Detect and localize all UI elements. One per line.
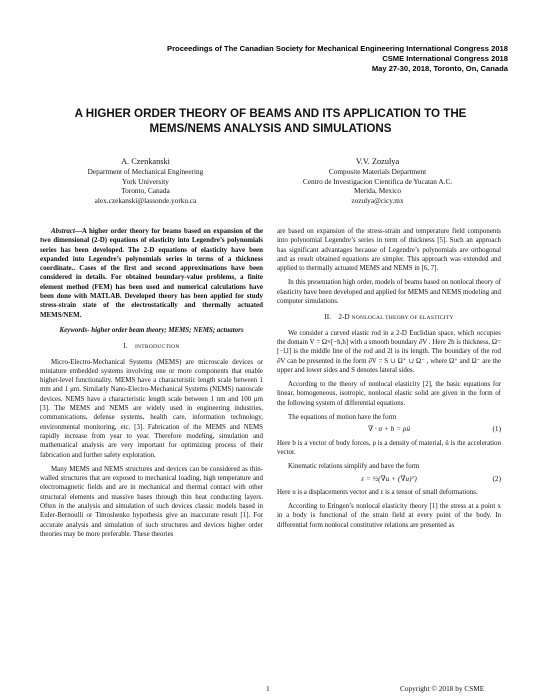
section-title-prefix: 2-D [338, 312, 350, 322]
paragraph: Many MEMS and NEMS structures and devices can be considered as thin-walled structures that are exposed to mechanical loading, high temperature and electromagnetic fields and are in mechanical and thermal contact with other structural elements and massive bases through thin heat conducting layers. Often in the analysis and simulation of such devices classic models based in Euler-Bernoulli or Timoshenko hypothesis give an inaccurate result [1]. For accurate analysis and simulation of such structures and devices higher order theories may be more preferable. These theories [40, 464, 263, 538]
author-department: Department of Mechanical Engineering [87, 167, 204, 176]
equation-body: ε = ½(∇u + (∇u)ᵀ) [361, 473, 417, 483]
author-email: alex.czekanski@lassonde.yorku.ca [94, 196, 197, 206]
left-column [40, 227, 263, 544]
author-department: Composite Materials Department [328, 167, 427, 176]
abstract-label: Abstract [51, 227, 75, 235]
equation-2 [277, 474, 501, 483]
proceedings-header [167, 44, 508, 75]
equation-1 [277, 424, 501, 433]
section-heading-introduction [40, 341, 263, 352]
section-number: II. [324, 312, 332, 322]
paper-title [40, 106, 501, 136]
title-line-1: A HIGHER ORDER THEORY OF BEAMS AND ITS APPLICATION TO THE [74, 107, 467, 120]
header-line-1: Proceedings of The Canadian Society for Mechanical Engineering International Congress 2018 [167, 44, 508, 53]
paragraph: The equations of motion have the form [288, 413, 397, 422]
keywords: Keywords- higher order beam theory; MEMS; NEMS; actuators [59, 325, 244, 334]
abstract [40, 227, 263, 320]
page-number: 1 [266, 684, 270, 693]
author-city: Merida, Mexico [353, 186, 401, 196]
title-line-2: MEMS/NEMS ANALYSIS AND SIMULATIONS [149, 122, 392, 135]
author-email: zozulya@cicy.mx [351, 196, 404, 206]
paragraph: Micro-Electro-Mechanical Systems (MEMS) are microscale devices or miniature embedded systems involving one or more components that enable higher-level functionality. MEMS have a characteristic length scale between 1 mm and 1 μm. Similarly Nano-Electro-Mechanical Systems (NEMS) nanoscale devices. NEMS have a characteristic length scale between 1 nm and 100 μm [3]. The MEMS and NEMS are widely used in engineering industries, communications, defense systems, health care, information technology, environmental monitoring, etc. [3]. Fabrication of the MEMS and NEMS rapidly increase from year to year. Therefore modeling, simulation and mathematical analysis are very important for optimizing process of their fabrication and further safety exploration. [40, 357, 263, 459]
equation-number: (2) [492, 473, 501, 483]
author-institution: York University [122, 176, 169, 186]
paragraph: In this presentation high order, models of beams based on nonlocal theory of elasticity have been developed and applied for MEMS and NEMS modeling and computer simulations. [277, 278, 501, 306]
author-name: V.V. Zozulya [355, 157, 400, 166]
paragraph: We consider a curved elastic rod in a 2-D Euclidian space, which occupies the domain V = Ω×[−h,h] with a smooth boundary ∂V . Here 2h is thickness, Ω=[−l,l] is the middle line of the rod and 2l is its length. The boundary of the rod ∂V can be presented in the form ∂V = S ∪ Ω⁺ ∪ Ω⁻ , where Ω⁺ and Ω⁻ are the upper and lower sides and S denotes lateral sides. [277, 328, 502, 374]
author-name: A. Czenkanski [121, 157, 170, 166]
section-title: NONLOCAL THEORY OF ELASTICITY [351, 315, 454, 322]
author-block-2 [275, 156, 480, 206]
section-title: INTRODUCTION [134, 344, 180, 351]
section-heading-nonlocal-theory [277, 312, 501, 323]
paragraph: Here b is a vector of body forces, ρ is a density of material, ü is the acceleration vector. [277, 438, 501, 456]
header-line-3: May 27-30, 2018, Toronto, On, Canada [371, 64, 508, 74]
copyright-notice: Copyright © 2018 by CSME [400, 684, 485, 693]
abstract-text: —A higher order theory for beams based on expansion of the two dimensional (2-D) equations of elasticity into Legendre’s polynomials series has been developed. The 2-D equations of elasticity have been expanded into Legendre’s polynomials series in terms of a thickness coordinate.. Cases of the first and second approximations have been considered in details. For obtained boundary-value problems, a finite element method (FEM) has been used and numerical calculations have been done with MATLAB. Developed theory has been applied for study stress-strain state of the electrostatically and thermally actuated MEMS/NEM. [40, 227, 263, 319]
paragraph: According to the theory of nonlocal elasticity [2], the basic equations for linear, homogeneous, isotropic, nonlocal elastic solid are given in the form of the following system of differential equations. [277, 380, 501, 407]
equation-body: ∇ · σ + b = ρü [367, 424, 411, 434]
paragraph: are based on expansion of the stress-strain and temperature field components into polynomial Legendre’s series in term of thickness [5]. Such an approach has significant advantages because of Legendre’s polynomials are orthogonal and as result obtained equations are simpler. This approach was extended and applied to thermally actuated MEMS and NEMS in [6, 7]. [277, 227, 501, 273]
paragraph: Kinematic relations simplify and have the form [288, 462, 420, 471]
author-city: Toronto, Canada [121, 186, 170, 196]
header-line-2: CSME International Congress 2018 [382, 54, 508, 64]
author-block-1 [58, 156, 233, 206]
author-institution: Centro de Investigacion Cientifica de Yucatan A.C. [302, 176, 453, 186]
paragraph: According to Eringen’s nonlocal elasticity theory [1] the stress at a point x in a body is functional of the strain field at every point of the body. In differential form nonlocal constitutive relations are presented as [277, 502, 501, 529]
paragraph: Here u is a displacements vector and ε is a tensor of small deformations. [277, 487, 478, 496]
section-number: I. [123, 341, 128, 351]
right-column [277, 227, 501, 535]
equation-number: (1) [492, 424, 501, 434]
